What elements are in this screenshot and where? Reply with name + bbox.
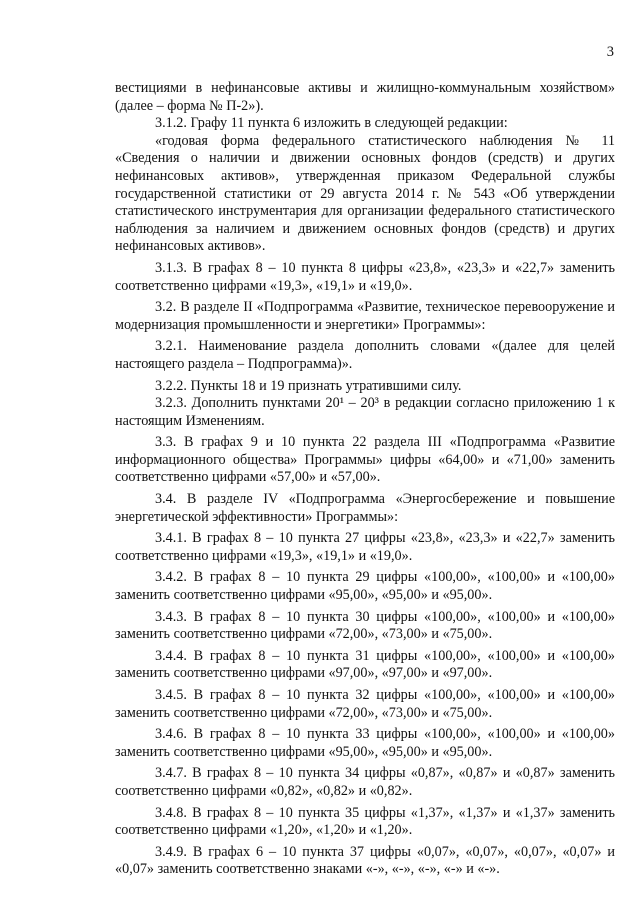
paragraph-3-4-5: 3.4.5. В графах 8 – 10 пункта 32 цифры «100,00», «100,00» и «100,00» заменить соответственно цифрами «72,00», «73,00» и «75,00».	[115, 687, 615, 721]
paragraph-3-4: 3.4. В разделе IV «Подпрограмма «Энергосбережение и повышение энергетической эффективности» Программы»:	[115, 491, 615, 525]
page-number: 3	[606, 44, 614, 60]
paragraph-3-4-3: 3.4.3. В графах 8 – 10 пункта 30 цифры «100,00», «100,00» и «100,00» заменить соответственно цифрами «72,00», «73,00» и «75,00».	[115, 608, 615, 643]
paragraph-3-3: 3.3. В графах 9 и 10 пункта 22 раздела III «Подпрограмма «Развитие информационного общества» Программы» цифры «64,00» и «71,00» заменить соответственно цифрами «57,00» и «57,00».	[115, 434, 615, 486]
paragraph-3-4-7: 3.4.7. В графах 8 – 10 пункта 34 цифры «0,87», «0,87» и «0,87» заменить соответственно цифрами «0,82», «0,82» и «0,82».	[115, 765, 615, 799]
paragraph-3-4-1: 3.4.1. В графах 8 – 10 пункта 27 цифры «23,8», «23,3» и «22,7» заменить соответственно цифрами «19,3», «19,1» и «19,0».	[115, 530, 615, 564]
paragraph-3-2: 3.2. В разделе II «Подпрограмма «Развитие, техническое перевооружение и модернизация промышленности и энергетики» Программы»:	[115, 299, 615, 333]
paragraph-3-4-8: 3.4.8. В графах 8 – 10 пункта 35 цифры «1,37», «1,37» и «1,37» заменить соответственно цифрами «1,20», «1,20» и «1,20».	[115, 804, 615, 839]
paragraph-3-2-1: 3.2.1. Наименование раздела дополнить словами «(далее для целей настоящего раздела – Подпрограмма)».	[115, 338, 615, 372]
paragraph-3-4-6: 3.4.6. В графах 8 – 10 пункта 33 цифры «100,00», «100,00» и «100,00» заменить соответственно цифрами «95,00», «95,00» и «95,00».	[115, 726, 615, 760]
paragraph-3-1-3: 3.1.3. В графах 8 – 10 пункта 8 цифры «23,8», «23,3» и «22,7» заменить соответственно цифрами «19,3», «19,1» и «19,0».	[115, 259, 615, 294]
paragraph-3-2-3: 3.2.3. Дополнить пунктами 20¹ – 20³ в редакции согласно приложению 1 к настоящим Изменениям.	[115, 395, 615, 429]
paragraph-3-4-9: 3.4.9. В графах 6 – 10 пункта 37 цифры «0,07», «0,07», «0,07», «0,07» и «0,07» заменить соответственно знаками «-», «-», «-», «-» и «-».	[115, 843, 615, 878]
paragraph-continuation: вестициями в нефинансовые активы и жилищно-коммунальным хозяйством» (далее – форма № П-2»).	[115, 80, 615, 114]
document-body	[115, 80, 615, 879]
paragraph-3-4-2: 3.4.2. В графах 8 – 10 пункта 29 цифры «100,00», «100,00» и «100,00» заменить соответственно цифрами «95,00», «95,00» и «95,00».	[115, 569, 615, 604]
paragraph-quoted-form: «годовая форма федерального статистического наблюдения № 11 «Сведения о наличии и движении основных фондов (средств) и других нефинансовых активов», утвержденная приказом Федеральной службы государственной статистики от 29 августа 2014 г. № 543 «Об утверждении статистического инструментария для организации федерального статистического наблюдения за наличием и движением основных фондов (средств) и других нефинансовых активов».	[115, 132, 615, 255]
paragraph-3-2-2: 3.2.2. Пункты 18 и 19 признать утратившими силу.	[155, 377, 462, 394]
paragraph-3-4-4: 3.4.4. В графах 8 – 10 пункта 31 цифры «100,00», «100,00» и «100,00» заменить соответственно цифрами «97,00», «97,00» и «97,00».	[115, 647, 615, 682]
paragraph-3-1-2: 3.1.2. Графу 11 пункта 6 изложить в следующей редакции:	[155, 115, 508, 132]
